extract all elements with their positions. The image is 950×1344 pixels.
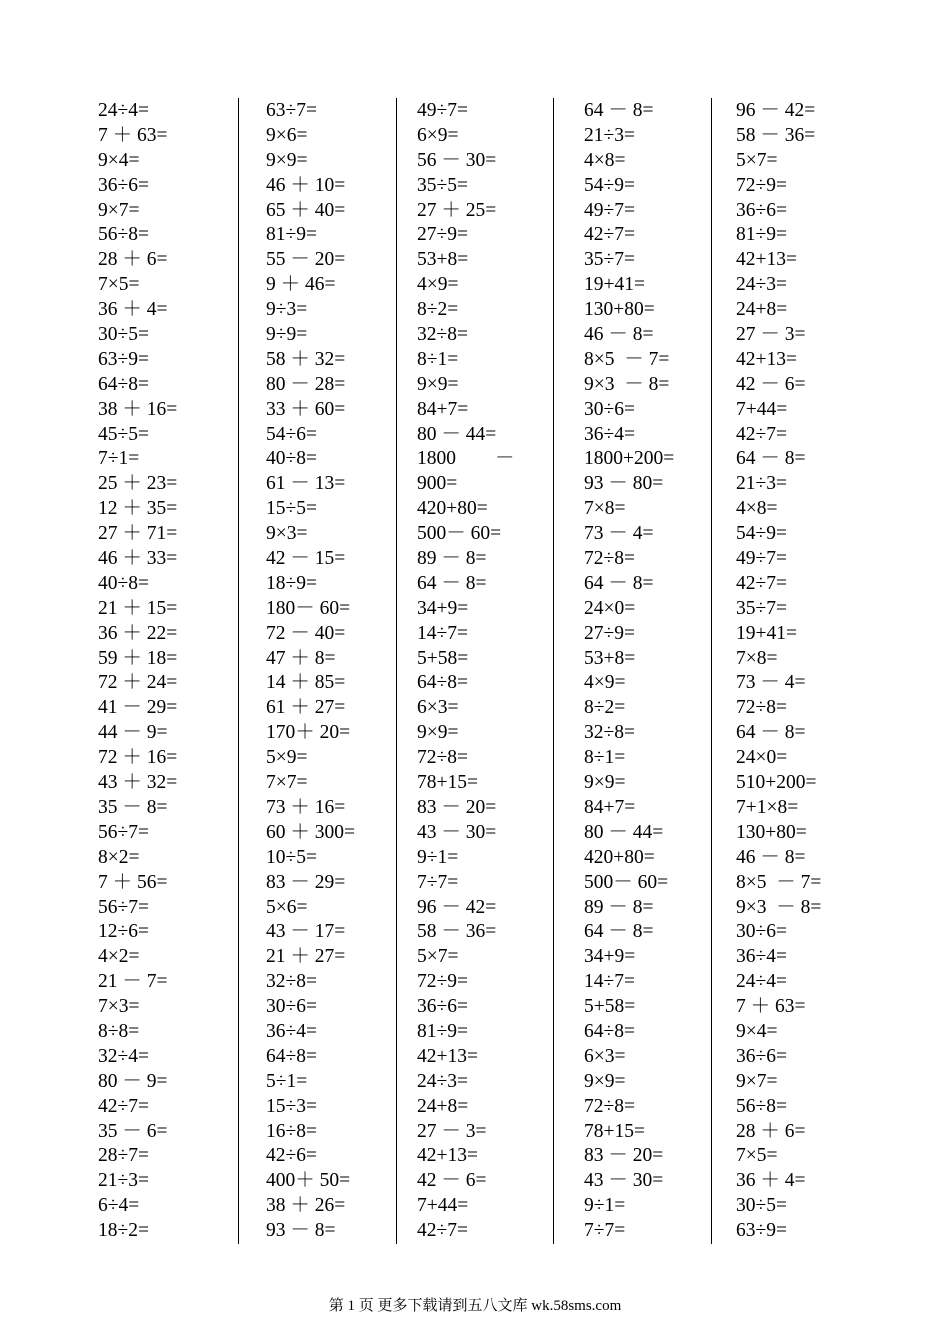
- arithmetic-problem: 9×9=: [266, 149, 308, 171]
- arithmetic-problem: 510+200=: [736, 772, 817, 794]
- arithmetic-problem: 9÷1=: [584, 1195, 626, 1217]
- arithmetic-problem: 27 ＋ 25=: [417, 199, 497, 221]
- arithmetic-problem: 7÷7=: [584, 1220, 626, 1242]
- arithmetic-problem: 42 － 15=: [266, 548, 346, 570]
- arithmetic-problem: 56 － 30=: [417, 149, 497, 171]
- arithmetic-problem: 24+8=: [417, 1095, 469, 1117]
- arithmetic-problem: 32÷8=: [266, 971, 317, 993]
- arithmetic-problem: 49÷7=: [584, 199, 635, 221]
- arithmetic-problem: 41 － 29=: [98, 697, 178, 719]
- arithmetic-problem: 16÷8=: [266, 1120, 317, 1142]
- arithmetic-problem: 35 － 8=: [98, 796, 168, 818]
- arithmetic-problem: 93 － 80=: [584, 473, 664, 495]
- arithmetic-problem: 72 － 40=: [266, 622, 346, 644]
- arithmetic-problem: 6×9=: [417, 124, 459, 146]
- arithmetic-problem: 56÷7=: [98, 821, 149, 843]
- arithmetic-problem: 89 － 8=: [584, 896, 654, 918]
- arithmetic-problem: 72÷8=: [584, 1095, 635, 1117]
- arithmetic-problem: 49÷7=: [417, 100, 468, 121]
- arithmetic-problem: 64 － 8=: [584, 572, 654, 594]
- arithmetic-problem: 6×3=: [417, 697, 459, 719]
- arithmetic-problem: 36÷6=: [98, 174, 149, 196]
- arithmetic-problem: 36÷6=: [736, 1045, 787, 1067]
- arithmetic-problem: 9×9=: [417, 722, 459, 744]
- arithmetic-problem: 36÷4=: [266, 1020, 317, 1042]
- arithmetic-problem: 42+13=: [736, 249, 797, 271]
- arithmetic-problem: 27÷9=: [417, 224, 468, 246]
- problem-column-4: [584, 99, 674, 1244]
- arithmetic-problem: 12 ＋ 35=: [98, 498, 178, 520]
- column-divider: [396, 98, 397, 1244]
- arithmetic-problem: 56÷7=: [98, 896, 149, 918]
- arithmetic-problem: 63÷9=: [736, 1220, 787, 1242]
- arithmetic-problem: 72÷8=: [736, 697, 787, 719]
- arithmetic-problem: 61 － 13=: [266, 473, 346, 495]
- arithmetic-problem: 4×9=: [584, 672, 626, 694]
- arithmetic-problem: 8÷2=: [584, 697, 626, 719]
- arithmetic-problem: 7×5=: [736, 1145, 778, 1167]
- arithmetic-problem: 72÷9=: [417, 971, 468, 993]
- arithmetic-problem: 93 － 8=: [266, 1220, 336, 1242]
- arithmetic-problem: 83 － 29=: [266, 871, 346, 893]
- arithmetic-problem: 45÷5=: [98, 423, 149, 445]
- arithmetic-problem: 15÷5=: [266, 498, 317, 520]
- arithmetic-problem: 24+8=: [736, 299, 788, 321]
- arithmetic-problem: 42÷7=: [417, 1220, 468, 1242]
- arithmetic-problem: 400＋ 50=: [266, 1170, 351, 1192]
- arithmetic-problem: 56÷8=: [98, 224, 149, 246]
- arithmetic-problem: 130+80=: [584, 299, 655, 321]
- arithmetic-problem: 42 － 6=: [417, 1170, 487, 1192]
- arithmetic-problem: 7 ＋ 63=: [736, 996, 806, 1018]
- arithmetic-problem: 38 ＋ 16=: [98, 398, 178, 420]
- arithmetic-problem: 55 － 20=: [266, 249, 346, 271]
- arithmetic-problem: 9÷9=: [266, 324, 308, 346]
- arithmetic-problem: 49÷7=: [736, 548, 787, 570]
- arithmetic-problem: 64 － 8=: [584, 100, 654, 121]
- arithmetic-problem: 9×7=: [736, 1070, 778, 1092]
- arithmetic-problem: 27 － 3=: [736, 324, 806, 346]
- problem-column-3: [417, 99, 515, 1244]
- column-divider: [553, 98, 554, 1244]
- arithmetic-problem: 5×7=: [417, 946, 459, 968]
- arithmetic-problem: 80 － 9=: [98, 1070, 168, 1092]
- arithmetic-problem: 53+8=: [584, 647, 636, 669]
- arithmetic-problem: 30÷6=: [584, 398, 635, 420]
- arithmetic-problem: 6÷4=: [98, 1195, 140, 1217]
- arithmetic-problem: 72÷9=: [736, 174, 787, 196]
- arithmetic-problem: 1800 －: [417, 448, 515, 470]
- arithmetic-problem: 24×0=: [584, 597, 636, 619]
- arithmetic-problem: 84+7=: [417, 398, 469, 420]
- arithmetic-problem: 73 － 4=: [584, 523, 654, 545]
- arithmetic-problem: 32÷8=: [584, 722, 635, 744]
- arithmetic-problem: 42+13=: [736, 348, 797, 370]
- arithmetic-problem: 64÷8=: [417, 672, 468, 694]
- arithmetic-problem: 900=: [417, 473, 458, 495]
- arithmetic-problem: 58 － 36=: [736, 124, 816, 146]
- arithmetic-problem: 8÷8=: [98, 1020, 140, 1042]
- arithmetic-problem: 7+44=: [417, 1195, 469, 1217]
- arithmetic-problem: 420+80=: [417, 498, 488, 520]
- arithmetic-problem: 5×7=: [736, 149, 778, 171]
- arithmetic-problem: 18÷2=: [98, 1220, 149, 1242]
- arithmetic-problem: 56÷8=: [736, 1095, 787, 1117]
- arithmetic-problem: 58 － 36=: [417, 921, 497, 943]
- arithmetic-problem: 9÷1=: [417, 846, 459, 868]
- page-footer: 第 1 页 更多下载请到五八文库 wk.58sms.com: [328, 1298, 622, 1314]
- arithmetic-problem: 80 － 44=: [417, 423, 497, 445]
- arithmetic-problem: 43 － 30=: [584, 1170, 664, 1192]
- arithmetic-problem: 89 － 8=: [417, 548, 487, 570]
- arithmetic-problem: 27÷9=: [584, 622, 635, 644]
- arithmetic-problem: 4×8=: [584, 149, 626, 171]
- arithmetic-problem: 42+13=: [417, 1045, 478, 1067]
- arithmetic-problem: 18÷9=: [266, 572, 317, 594]
- arithmetic-problem: 1800+200=: [584, 448, 675, 470]
- arithmetic-problem: 96 － 42=: [736, 100, 816, 121]
- arithmetic-problem: 83 － 20=: [584, 1145, 664, 1167]
- arithmetic-problem: 9×4=: [736, 1020, 778, 1042]
- arithmetic-problem: 58 ＋ 32=: [266, 348, 346, 370]
- arithmetic-problem: 7÷7=: [417, 871, 459, 893]
- arithmetic-problem: 46 ＋ 10=: [266, 174, 346, 196]
- arithmetic-problem: 84+7=: [584, 796, 636, 818]
- arithmetic-problem: 81÷9=: [417, 1020, 468, 1042]
- arithmetic-problem: 40÷8=: [266, 448, 317, 470]
- arithmetic-problem: 35÷5=: [417, 174, 468, 196]
- arithmetic-problem: 30÷6=: [736, 921, 787, 943]
- arithmetic-problem: 64 － 8=: [736, 448, 806, 470]
- arithmetic-problem: 21 － 7=: [98, 971, 168, 993]
- arithmetic-problem: 81÷9=: [266, 224, 317, 246]
- arithmetic-problem: 34+9=: [584, 946, 636, 968]
- arithmetic-problem: 42÷7=: [584, 224, 635, 246]
- arithmetic-problem: 25 ＋ 23=: [98, 473, 178, 495]
- arithmetic-problem: 7×5=: [98, 274, 140, 296]
- arithmetic-problem: 47 ＋ 8=: [266, 647, 336, 669]
- arithmetic-problem: 9×3 － 8=: [736, 896, 822, 918]
- arithmetic-problem: 96 － 42=: [417, 896, 497, 918]
- arithmetic-problem: 28 ＋ 6=: [98, 249, 168, 271]
- arithmetic-problem: 83 － 20=: [417, 796, 497, 818]
- arithmetic-problem: 9×7=: [98, 199, 140, 221]
- arithmetic-problem: 21 ＋ 27=: [266, 946, 346, 968]
- arithmetic-problem: 64 － 8=: [417, 572, 487, 594]
- arithmetic-problem: 7÷1=: [98, 448, 140, 470]
- arithmetic-problem: 46 ＋ 33=: [98, 548, 178, 570]
- arithmetic-problem: 21 ＋ 15=: [98, 597, 178, 619]
- arithmetic-problem: 34+9=: [417, 597, 469, 619]
- arithmetic-problem: 42 － 6=: [736, 373, 806, 395]
- arithmetic-problem: 8÷2=: [417, 299, 459, 321]
- arithmetic-problem: 28 ＋ 6=: [736, 1120, 806, 1142]
- arithmetic-problem: 4×9=: [417, 274, 459, 296]
- arithmetic-problem: 7+1×8=: [736, 796, 799, 818]
- arithmetic-problem: 9×9=: [584, 772, 626, 794]
- arithmetic-problem: 72÷8=: [584, 548, 635, 570]
- arithmetic-problem: 80 － 44=: [584, 821, 664, 843]
- arithmetic-problem: 8×5 － 7=: [584, 348, 670, 370]
- arithmetic-problem: 38 ＋ 26=: [266, 1195, 346, 1217]
- arithmetic-problem: 4×8=: [736, 498, 778, 520]
- arithmetic-problem: 130+80=: [736, 821, 807, 843]
- arithmetic-problem: 5×9=: [266, 747, 308, 769]
- arithmetic-problem: 24÷4=: [736, 971, 787, 993]
- problem-column-5: [736, 99, 821, 1244]
- arithmetic-problem: 7×3=: [98, 996, 140, 1018]
- arithmetic-problem: 64÷8=: [584, 1020, 635, 1042]
- arithmetic-problem: 14÷7=: [417, 622, 468, 644]
- arithmetic-problem: 73 － 4=: [736, 672, 806, 694]
- arithmetic-problem: 4×2=: [98, 946, 140, 968]
- arithmetic-problem: 5+58=: [584, 996, 636, 1018]
- arithmetic-problem: 14÷7=: [584, 971, 635, 993]
- arithmetic-problem: 6×3=: [584, 1045, 626, 1067]
- arithmetic-problem: 44 － 9=: [98, 722, 168, 744]
- arithmetic-problem: 9×9=: [417, 373, 459, 395]
- arithmetic-problem: 24÷4=: [98, 100, 149, 121]
- arithmetic-problem: 36÷6=: [736, 199, 787, 221]
- arithmetic-problem: 30÷6=: [266, 996, 317, 1018]
- arithmetic-problem: 7 ＋ 56=: [98, 871, 168, 893]
- arithmetic-problem: 8÷1=: [584, 747, 626, 769]
- arithmetic-problem: 21÷3=: [98, 1170, 149, 1192]
- arithmetic-problem: 21÷3=: [584, 124, 635, 146]
- arithmetic-problem: 30÷5=: [736, 1195, 787, 1217]
- arithmetic-problem: 42÷7=: [98, 1095, 149, 1117]
- arithmetic-problem: 12÷6=: [98, 921, 149, 943]
- arithmetic-problem: 32÷4=: [98, 1045, 149, 1067]
- arithmetic-problem: 54÷9=: [736, 523, 787, 545]
- arithmetic-problem: 36 ＋ 22=: [98, 622, 178, 644]
- arithmetic-problem: 8÷1=: [417, 348, 459, 370]
- arithmetic-problem: 40÷8=: [98, 572, 149, 594]
- arithmetic-problem: 15÷3=: [266, 1095, 317, 1117]
- arithmetic-problem: 43 ＋ 32=: [98, 772, 178, 794]
- arithmetic-problem: 24÷3=: [736, 274, 787, 296]
- arithmetic-problem: 73 ＋ 16=: [266, 796, 346, 818]
- arithmetic-problem: 36 ＋ 4=: [736, 1170, 806, 1192]
- arithmetic-problem: 7×7=: [266, 772, 308, 794]
- problem-column-1: [98, 99, 177, 1244]
- arithmetic-problem: 21÷3=: [736, 473, 787, 495]
- arithmetic-problem: 7 ＋ 63=: [98, 124, 168, 146]
- arithmetic-problem: 36÷4=: [584, 423, 635, 445]
- arithmetic-problem: 64 － 8=: [584, 921, 654, 943]
- arithmetic-problem: 420+80=: [584, 846, 655, 868]
- arithmetic-problem: 65 ＋ 40=: [266, 199, 346, 221]
- column-divider: [711, 98, 712, 1244]
- arithmetic-problem: 42÷7=: [736, 423, 787, 445]
- arithmetic-problem: 19+41=: [736, 622, 797, 644]
- arithmetic-problem: 64 － 8=: [736, 722, 806, 744]
- problem-column-2: [266, 99, 355, 1244]
- arithmetic-problem: 500－ 60=: [417, 523, 502, 545]
- arithmetic-problem: 27 ＋ 71=: [98, 523, 178, 545]
- arithmetic-problem: 53+8=: [417, 249, 469, 271]
- arithmetic-problem: 63÷7=: [266, 100, 317, 121]
- arithmetic-problem: 9×6=: [266, 124, 308, 146]
- arithmetic-problem: 72÷8=: [417, 747, 468, 769]
- arithmetic-problem: 7×8=: [584, 498, 626, 520]
- arithmetic-problem: 180－ 60=: [266, 597, 351, 619]
- arithmetic-problem: 33 ＋ 60=: [266, 398, 346, 420]
- arithmetic-problem: 5+58=: [417, 647, 469, 669]
- arithmetic-problem: 42÷6=: [266, 1145, 317, 1167]
- arithmetic-problem: 59 ＋ 18=: [98, 647, 178, 669]
- arithmetic-problem: 54÷6=: [266, 423, 317, 445]
- arithmetic-problem: 42+13=: [417, 1145, 478, 1167]
- arithmetic-problem: 80 － 28=: [266, 373, 346, 395]
- arithmetic-problem: 46 － 8=: [584, 324, 654, 346]
- arithmetic-problem: 500－ 60=: [584, 871, 669, 893]
- arithmetic-problem: 81÷9=: [736, 224, 787, 246]
- arithmetic-problem: 7×8=: [736, 647, 778, 669]
- arithmetic-problem: 9×4=: [98, 149, 140, 171]
- arithmetic-problem: 64÷8=: [266, 1045, 317, 1067]
- arithmetic-problem: 14 ＋ 85=: [266, 672, 346, 694]
- arithmetic-problem: 170＋ 20=: [266, 722, 351, 744]
- arithmetic-problem: 9×3=: [266, 523, 308, 545]
- arithmetic-problem: 78+15=: [584, 1120, 645, 1142]
- arithmetic-problem: 35÷7=: [736, 597, 787, 619]
- arithmetic-problem: 24×0=: [736, 747, 788, 769]
- arithmetic-problem: 54÷9=: [584, 174, 635, 196]
- arithmetic-problem: 19+41=: [584, 274, 645, 296]
- arithmetic-problem: 9÷3=: [266, 299, 308, 321]
- arithmetic-problem: 43 － 17=: [266, 921, 346, 943]
- arithmetic-problem: 36 ＋ 4=: [98, 299, 168, 321]
- arithmetic-problem: 72 ＋ 16=: [98, 747, 178, 769]
- arithmetic-problem: 9 ＋ 46=: [266, 274, 336, 296]
- arithmetic-problem: 46 － 8=: [736, 846, 806, 868]
- arithmetic-problem: 60 ＋ 300=: [266, 821, 355, 843]
- arithmetic-problem: 61 ＋ 27=: [266, 697, 346, 719]
- arithmetic-problem: 8×2=: [98, 846, 140, 868]
- arithmetic-problem: 7+44=: [736, 398, 788, 420]
- arithmetic-problem: 78+15=: [417, 772, 478, 794]
- arithmetic-problem: 24÷3=: [417, 1070, 468, 1092]
- arithmetic-problem: 35÷7=: [584, 249, 635, 271]
- arithmetic-problem: 27 － 3=: [417, 1120, 487, 1142]
- arithmetic-problem: 9×3 － 8=: [584, 373, 670, 395]
- column-divider: [238, 98, 239, 1244]
- arithmetic-problem: 72 ＋ 24=: [98, 672, 178, 694]
- arithmetic-problem: 43 － 30=: [417, 821, 497, 843]
- arithmetic-problem: 10÷5=: [266, 846, 317, 868]
- arithmetic-problem: 32÷8=: [417, 324, 468, 346]
- arithmetic-problem: 8×5 － 7=: [736, 871, 822, 893]
- arithmetic-problem: 5×6=: [266, 896, 308, 918]
- arithmetic-problem: 36÷6=: [417, 996, 468, 1018]
- arithmetic-problem: 64÷8=: [98, 373, 149, 395]
- arithmetic-problem: 35 － 6=: [98, 1120, 168, 1142]
- arithmetic-problem: 28÷7=: [98, 1145, 149, 1167]
- arithmetic-problem: 63÷9=: [98, 348, 149, 370]
- arithmetic-problem: 9×9=: [584, 1070, 626, 1092]
- arithmetic-problem: 5÷1=: [266, 1070, 308, 1092]
- arithmetic-problem: 42÷7=: [736, 572, 787, 594]
- arithmetic-problem: 30÷5=: [98, 324, 149, 346]
- arithmetic-problem: 36÷4=: [736, 946, 787, 968]
